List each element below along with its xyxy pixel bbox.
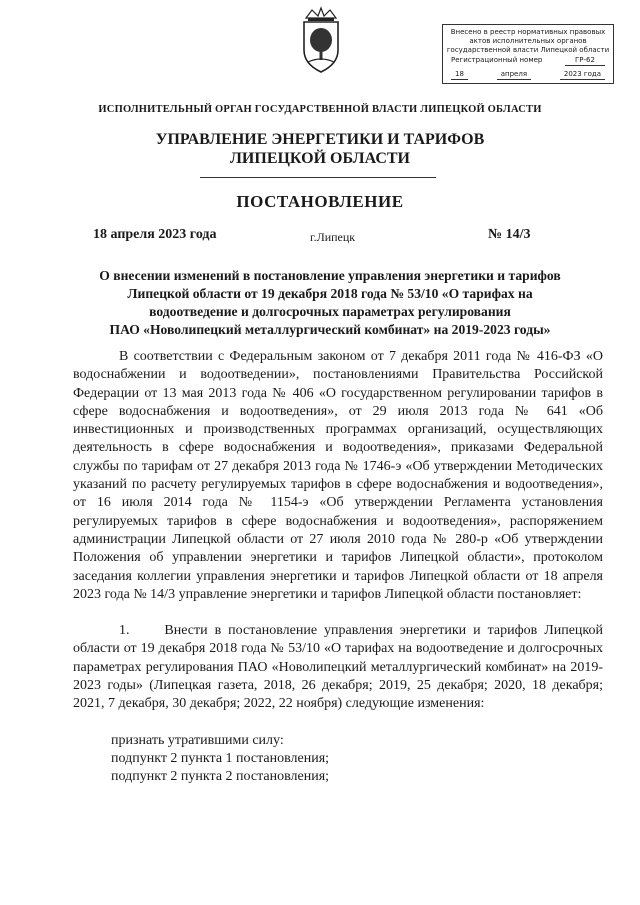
document-number: № 14/3 (488, 227, 531, 242)
department-line: УПРАВЛЕНИЕ ЭНЕРГЕТИКИ И ТАРИФОВ (155, 131, 485, 148)
document-title (60, 267, 600, 339)
stamp-reg-row (443, 56, 613, 66)
document-body (73, 348, 603, 787)
stamp-line: Внесено в реестр нормативных правовых (450, 28, 606, 36)
preamble-paragraph: В соответствии с Федеральным законом от 7 декабря 2011 года № 416-ФЗ «О водоснабжении и водоотведении», постановлениями Правительства Российской Федерации от 13 мая 2013 года № 406 «О государственном регулировании тарифов в сфере водоснабжения и водоотведения», от 29 июля 2013 года № 641 «Об инвестиционных и производственных программах организаций, осуществляющих деятельность в сфере водоснабжения и водоотведения», приказами Федеральной службы по тарифам от 27 декабря 2013 года № 1746-э «Об утверждении Методических указаний по расчету регулируемых тарифов в сфере водоснабжения и водоотведения», от 16 июля 2014 года № 1154-э «Об утверждении Регламента установления регулируемых тарифов в сфере водоснабжения и водоотведения», распоряжением администрации Липецкой области от 27 июля 2010 года № 280-р «Об утверждении Положения об управлении энергетики и тарифов Липецкой области», протоколом заседания коллегии управления энергетики и тарифов Липецкой области от 18 апреля 2023 года № 14/3 управление энергетики и тарифов Липецкой области постановляет: (73, 349, 603, 602)
stamp-line: актов исполнительных органов (469, 37, 587, 45)
document-type-title: ПОСТАНОВЛЕНИЕ (236, 192, 404, 211)
list-item: подпункт 2 пункта 2 постановления; (111, 769, 330, 785)
changes-list (73, 732, 603, 787)
stamp-year: 2023 года (560, 70, 605, 80)
list-item: подпункт 2 пункта 1 постановления; (111, 750, 330, 766)
department-heading (0, 130, 640, 168)
stamp-line: государственной власти Липецкой области (446, 46, 610, 54)
executive-body-heading: ИСПОЛНИТЕЛЬНЫЙ ОРГАН ГОСУДАРСТВЕННОЙ ВЛАСТИ ЛИПЕЦКОЙ ОБЛАСТИ (98, 104, 542, 115)
document-date: 18 апреля 2023 года (93, 227, 217, 242)
header-divider (200, 177, 436, 178)
stamp-month: апреля (497, 70, 531, 80)
title-line: О внесении изменений в постановление управления энергетики и тарифов (99, 268, 561, 283)
title-line: Липецкой области от 19 декабря 2018 года № 53/10 «О тарифах на (127, 286, 533, 301)
title-line: водоотведение и долгосрочных параметрах регулирования (149, 304, 511, 319)
stamp-reg-label: Регистрационный номер (451, 56, 543, 64)
coat-of-arms-emblem (296, 6, 346, 76)
item-1-paragraph: 1. Внести в постановление управления энергетики и тарифов Липецкой области от 19 декабря 2018 года № 53/10 «О тарифах на водоотведение и долгосрочных параметрах регулирования ПАО «Новолипецкий металлургический комбинат» на 2019-2023 годы» (Липецкая газета, 2018, 26 декабря; 2019, 25 декабря; 2020, 18 декабря; 2021, 7 декабря, 30 декабря; 2022, 22 ноября) следующие изменения: (73, 623, 603, 712)
registry-stamp (442, 24, 614, 84)
stamp-reg-number: ГР-62 (565, 56, 605, 66)
department-line: ЛИПЕЦКОЙ ОБЛАСТИ (230, 150, 410, 167)
title-line: ПАО «Новолипецкий металлургический комбинат» на 2019-2023 годы» (109, 322, 551, 337)
list-item: признать утратившими силу: (111, 732, 284, 748)
document-city: г.Липецк (310, 230, 356, 244)
stamp-day: 18 (451, 70, 468, 80)
stamp-date-row (443, 70, 613, 80)
